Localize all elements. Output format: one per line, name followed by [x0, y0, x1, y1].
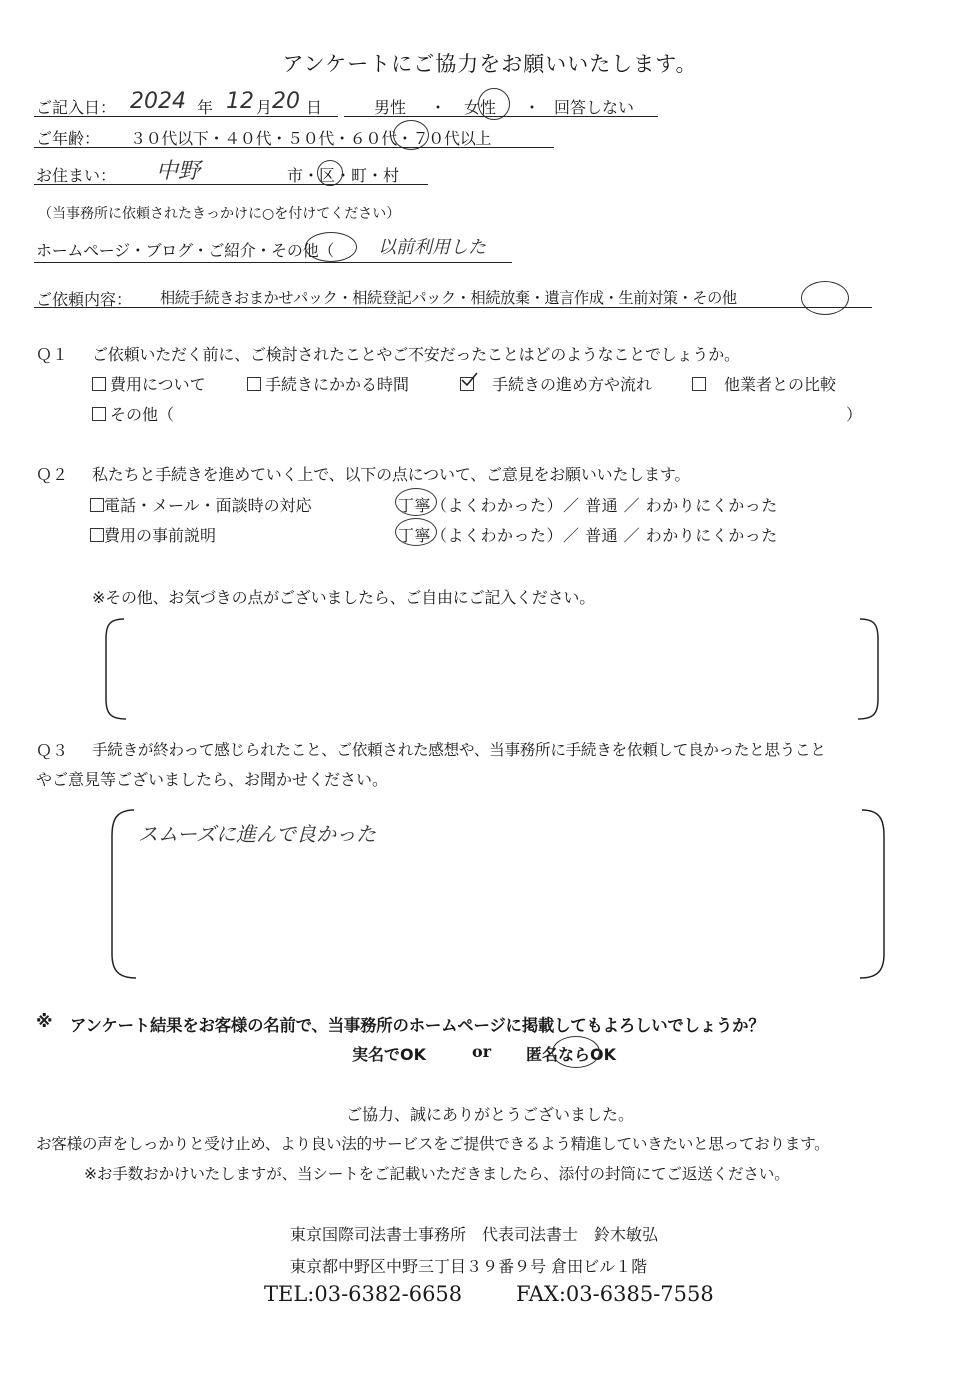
entry-day-value[interactable]: 20 — [272, 89, 300, 114]
q2-row-fee-selected-circle — [395, 518, 437, 546]
q1-other-label: その他（ — [110, 405, 175, 424]
q2-row-contact-scale[interactable]: 丁寧（よくわかった）／ 普通 ／ わかりにくかった — [398, 496, 778, 515]
q2-row-contact — [90, 493, 312, 516]
checkbox-icon[interactable] — [92, 377, 106, 391]
checkbox-icon[interactable] — [92, 407, 106, 421]
gender-underline — [344, 116, 658, 117]
entry-year-value[interactable]: 2024 — [130, 89, 186, 114]
q2-number: Ｑ２ — [36, 465, 69, 484]
entry-date-underline — [34, 116, 338, 117]
q1-option-label: 費用について — [110, 375, 206, 394]
checkbox-icon[interactable] — [247, 377, 261, 391]
q3-question-line2: やご意見等ございましたら、お聞かせください。 — [36, 770, 389, 789]
gender-sep-1: ・ — [430, 98, 447, 117]
q3-question-line1: 手続きが終わって感じられたこと、ご依頼された感想や、当事務所に手続きを依頼して良かったと思うこと — [92, 741, 826, 759]
q1-option-time[interactable] — [247, 372, 409, 395]
checkbox-icon[interactable] — [90, 528, 104, 542]
office-address: 東京都中野区中野三丁目３９番９号 倉田ビル１階 — [290, 1257, 648, 1276]
age-underline — [34, 147, 554, 148]
q2-row-item: 費用の事前説明 — [104, 526, 217, 545]
entry-year-unit: 年 — [197, 98, 214, 117]
gender-male[interactable]: 男性 — [374, 98, 407, 117]
q2-row-fee — [90, 523, 216, 546]
q1-option-label: 手続きの進め方や流れ — [492, 375, 653, 394]
publish-option-real[interactable]: 実名でOK — [352, 1045, 427, 1064]
age-selected-circle — [393, 120, 429, 150]
q3-number: Ｑ３ — [36, 741, 69, 760]
entry-month-value[interactable]: 12 — [226, 89, 254, 114]
closing-line2: お客様の声をしっかりと受け止め、より良い法的サービスをご提供できるよう精進していきたいと思っております。 — [36, 1135, 830, 1153]
trigger-other-value[interactable]: 以前利用した — [378, 237, 486, 258]
entry-day-unit: 日 — [306, 98, 323, 117]
request-options[interactable]: 相続手続きおまかせパック・相続登記パック・相続放棄・遺言作成・生前対策・その他 — [160, 289, 737, 307]
q2-row-fee-scale[interactable]: 丁寧（よくわかった）／ 普通 ／ わかりにくかった — [398, 526, 778, 545]
request-underline — [34, 307, 872, 308]
request-selected-circle — [801, 281, 849, 315]
publish-mark: ※ — [36, 1012, 53, 1032]
residence-options[interactable]: 市・区・町・村 — [287, 166, 400, 185]
q1-option-label: 他業者との比較 — [724, 375, 837, 394]
residence-selected-circle — [317, 160, 343, 186]
q1-question: ご依頼いただく前に、ご検討されたことやご不安だったことはどのようなことでしょうか。 — [92, 345, 740, 364]
checkbox-icon[interactable] — [692, 377, 706, 391]
entry-month-unit: 月 — [256, 98, 273, 117]
residence-label: お住まい： — [36, 166, 117, 185]
q2-row-item: 電話・メール・面談時の対応 — [104, 496, 312, 515]
office-fax: FAX:03-6385-7558 — [516, 1282, 714, 1306]
checkbox-checked-icon[interactable] — [460, 377, 474, 391]
gender-sep-2: ・ — [524, 98, 541, 117]
publish-selected-circle — [552, 1036, 600, 1068]
publish-question: アンケート結果をお客様の名前で、当事務所のホームページに掲載してもよろしいでしょうか？ — [70, 1016, 765, 1035]
q1-option-other[interactable] — [92, 402, 174, 425]
publish-or: or — [472, 1042, 492, 1061]
q1-option-process[interactable] — [460, 372, 652, 395]
residence-value[interactable]: 中野 — [156, 159, 201, 184]
publish-option-anon[interactable]: 匿名ならOK — [526, 1045, 617, 1064]
trigger-selected-circle — [305, 232, 357, 262]
office-tel: TEL:03-6382-6658 — [264, 1282, 463, 1306]
request-label: ご依頼内容： — [36, 290, 133, 309]
trigger-options[interactable]: ホームページ・ブログ・ご紹介・その他（ — [36, 241, 334, 260]
entry-date-label: ご記入日： — [36, 98, 117, 117]
q1-number: Ｑ１ — [36, 345, 69, 364]
age-options[interactable]: ３０代以下・４０代・５０代・６０代・７０代以上 — [130, 129, 492, 148]
residence-underline — [34, 184, 428, 185]
q3-answer-value[interactable]: スムーズに進んで良かった — [138, 822, 376, 846]
age-label: ご年齢： — [36, 129, 101, 148]
gender-female[interactable]: 女性 — [464, 98, 497, 117]
gender-no-answer[interactable]: 回答しない — [554, 98, 635, 117]
closing-line3: ※お手数おかけいたしますが、当シートをご記載いただきましたら、添付の封筒にてご返送ください。 — [84, 1165, 790, 1183]
trigger-note: （当事務所に依頼されたきっかけに○を付けてください） — [38, 206, 401, 222]
q2-question: 私たちと手続きを進めていく上で、以下の点について、ご意見をお願いいたします。 — [92, 465, 691, 484]
q1-option-compare[interactable] — [692, 372, 836, 395]
trigger-underline — [34, 262, 512, 263]
q2-row-contact-selected-circle — [395, 488, 437, 516]
office-name: 東京国際司法書士事務所 代表司法書士 鈴木敏弘 — [290, 1225, 659, 1244]
q1-other-close: ） — [846, 405, 863, 424]
q1-option-cost[interactable] — [92, 372, 206, 395]
q2-comment-box[interactable] — [104, 617, 884, 723]
page-title: アンケートにご協力をお願いいたします。 — [282, 52, 698, 76]
q2-comment-prompt: ※その他、お気づきの点がございましたら、ご自由にご記入ください。 — [92, 588, 596, 607]
q1-option-label: 手続きにかかる時間 — [265, 375, 410, 394]
closing-line1: ご協力、誠にありがとうございました。 — [345, 1105, 634, 1124]
checkbox-icon[interactable] — [90, 498, 104, 512]
